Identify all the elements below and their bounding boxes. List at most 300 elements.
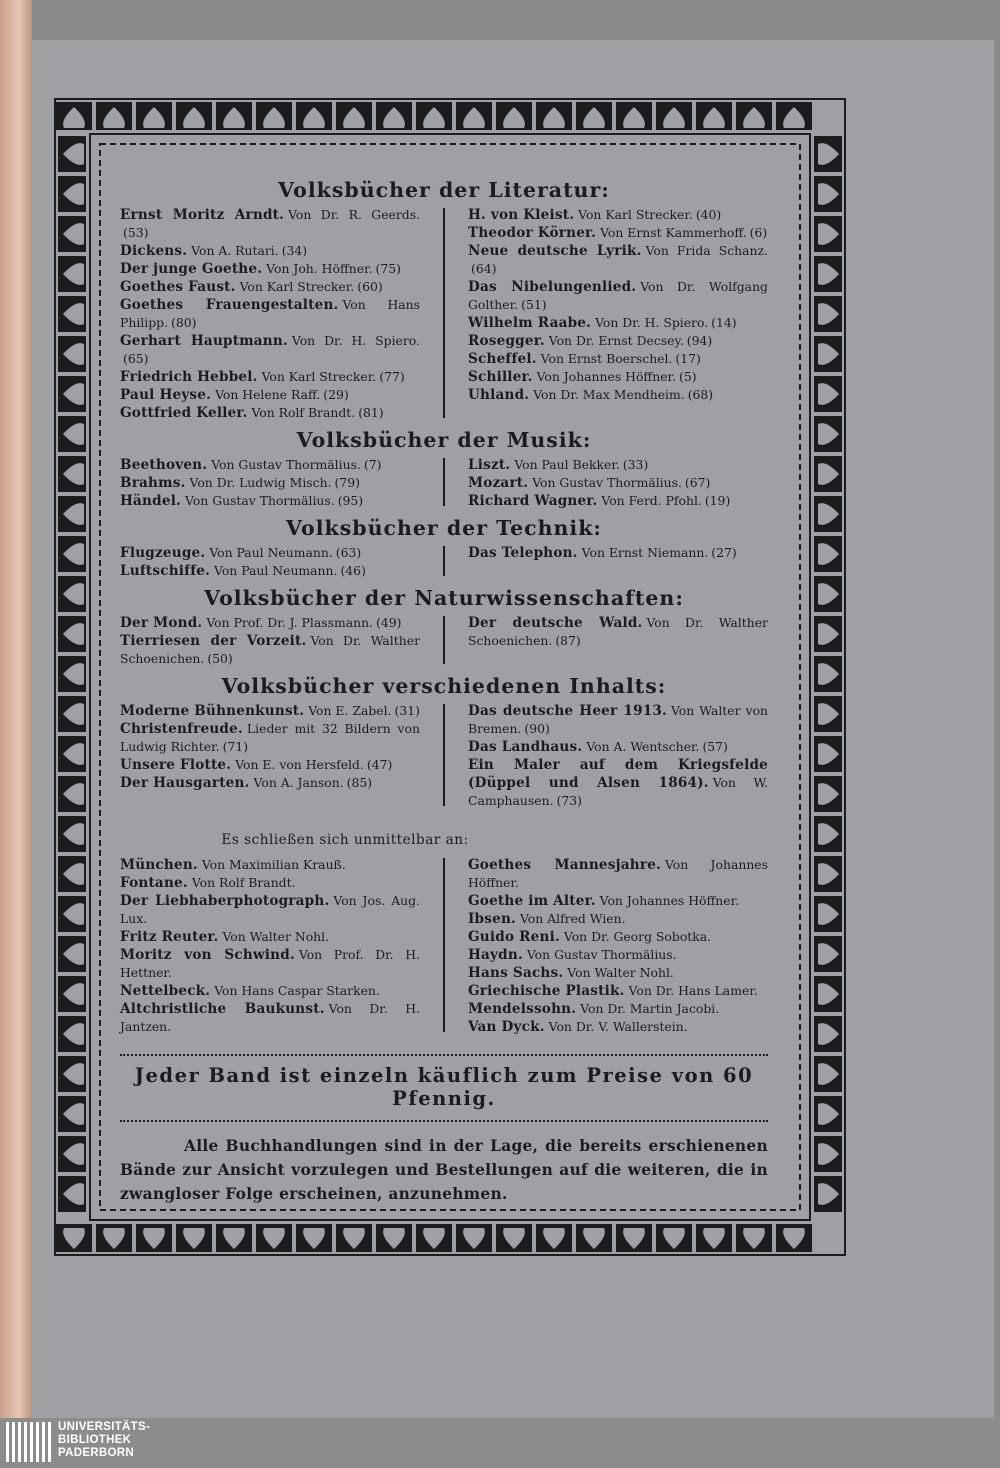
entry-title: Der Mond. [120, 615, 203, 631]
catalog-entry [120, 756, 420, 774]
border-motif [58, 336, 86, 372]
entry-author: Von Dr. R. Geerds. [288, 207, 421, 222]
entry-author: Von Dr. Wolfgang Golther. [468, 279, 768, 312]
catalog-entry [120, 296, 420, 332]
entry-number: (60) [357, 279, 383, 294]
entry-author: Von E. Zabel. [308, 703, 392, 718]
border-motif [814, 536, 842, 572]
border-motif [58, 1096, 86, 1132]
entry-number: (17) [675, 351, 701, 366]
border-motif [814, 1056, 842, 1092]
entry-title: Van Dyck. [468, 1019, 545, 1035]
catalog-entry [468, 314, 768, 332]
entry-title: Flugzeuge. [120, 545, 206, 561]
entry-title: Scheffel. [468, 351, 537, 367]
catalog-entry [120, 278, 420, 296]
entry-author: Von Hans Caspar Starken. [214, 983, 380, 998]
entry-number: (33) [622, 457, 649, 472]
entry-title: Goethe im Alter. [468, 893, 596, 909]
border-motif [814, 376, 842, 412]
entry-title: Nettelbeck. [120, 983, 211, 999]
catalog-entry [120, 206, 420, 242]
border-motif [58, 616, 86, 652]
catalog-entry [120, 544, 420, 562]
entry-author: Von Jos. Aug. Lux. [120, 893, 420, 926]
entry-author: Von Dr. H. Spiero. [595, 315, 709, 330]
entry-title: Fontane. [120, 875, 188, 891]
section-title: Volksbücher verschiedenen Inhalts: [221, 674, 667, 698]
catalog-content [120, 178, 768, 1206]
entry-author: Von Gustav Thormälius. [532, 475, 682, 490]
entry-number: (67) [684, 475, 711, 490]
library-logo-icon [4, 1420, 52, 1464]
entry-number: (34) [281, 243, 308, 258]
border-motif [176, 1224, 212, 1252]
entry-author: Von Frida Schanz. [645, 243, 768, 258]
column-divider [443, 208, 445, 418]
border-motif [336, 1224, 372, 1252]
border-motif [58, 976, 86, 1012]
border-motif [814, 1096, 842, 1132]
entry-author: Von Dr. V. Wallerstein. [548, 1019, 688, 1034]
entry-title: Goethes Frauengestalten. [120, 297, 339, 313]
border-motif [776, 1224, 812, 1252]
catalog-entry [468, 910, 768, 928]
catalog-entry [120, 632, 420, 668]
catalog-entry [468, 474, 768, 492]
section-title: Volksbücher der Technik: [286, 516, 602, 540]
entry-number: (80) [171, 315, 197, 330]
catalog-entry [120, 492, 420, 510]
entry-author: Von Paul Neumann. [209, 545, 333, 560]
catalog-entry [468, 702, 768, 738]
closing-heading: Es schließen sich unmittelbar an: [221, 832, 469, 848]
entry-number: (90) [524, 721, 550, 736]
column-divider [443, 704, 445, 806]
catalog-entry [468, 738, 768, 756]
entry-title: Paul Heyse. [120, 387, 212, 403]
entry-author: Von Dr. Hans Lamer. [628, 983, 758, 998]
two-column-list [120, 206, 768, 422]
catalog-entry [120, 892, 420, 928]
entry-title: Christenfreude. [120, 721, 243, 737]
border-motif [256, 1224, 292, 1252]
border-motif [58, 256, 86, 292]
border-motif [296, 102, 332, 130]
catalog-entry [468, 368, 768, 386]
entry-title: Das Landhaus. [468, 739, 583, 755]
border-motif [58, 1056, 86, 1092]
entry-author: Von Gustav Thormälius. [211, 457, 361, 472]
left-column [120, 456, 420, 510]
entry-number: (7) [363, 457, 382, 472]
border-motif [58, 656, 86, 692]
catalog-entry [468, 492, 768, 510]
entry-author: Von Karl Strecker. [578, 207, 693, 222]
price-notice: Jeder Band ist einzeln käuflich zum Preise von 60 Pfennig. [134, 1064, 754, 1110]
entry-number: (81) [358, 405, 384, 420]
entry-title: Fritz Reuter. [120, 929, 219, 945]
entry-author: Von Ernst Niemann. [581, 545, 709, 560]
entry-author: Von Hans Philipp. [120, 297, 420, 330]
entry-number: (46) [340, 563, 366, 578]
border-motif [656, 102, 692, 130]
border-motif [814, 176, 842, 212]
catalog-entry [120, 386, 420, 404]
border-motif [814, 1176, 842, 1212]
library-logo-text [58, 1421, 150, 1460]
border-motif [456, 102, 492, 130]
entry-number: (5) [679, 369, 697, 384]
entry-author: Von Dr. H. Spiero. [291, 333, 420, 348]
border-motif [58, 296, 86, 332]
entry-author: Von Joh. Höffner. [266, 261, 373, 276]
border-motif [58, 1136, 86, 1172]
entry-number: (95) [337, 493, 364, 508]
catalog-entry [120, 474, 420, 492]
border-motif [58, 176, 86, 212]
border-motif [136, 102, 172, 130]
entry-author: Von Ernst Boerschel. [540, 351, 673, 366]
catalog-entry [468, 964, 768, 982]
border-motif [58, 536, 86, 572]
catalog-entry [468, 1000, 768, 1018]
entry-author: Von Paul Neumann. [214, 563, 338, 578]
entry-number: (75) [375, 261, 401, 276]
entry-author: Von Maximilian Krauß. [201, 857, 346, 872]
catalog-entry [120, 368, 420, 386]
border-motif [656, 1224, 692, 1252]
two-column-list [120, 544, 768, 580]
entry-number: (79) [334, 475, 360, 490]
entry-author: Von Alfred Wien. [519, 911, 626, 926]
entry-title: Luftschiffe. [120, 563, 211, 579]
entry-title: Friedrich Hebbel. [120, 369, 258, 385]
border-motif [814, 936, 842, 972]
catalog-entry [120, 332, 420, 368]
section-title: Volksbücher der Musik: [296, 428, 592, 452]
entry-number: (31) [394, 703, 420, 718]
entry-author: Von W. Camphausen. [468, 775, 768, 808]
border-motif [814, 1016, 842, 1052]
catalog-entry [468, 278, 768, 314]
entry-author: Von Johannes Höffner. [468, 857, 768, 890]
entry-author: Von Prof. Dr. H. Hettner. [120, 947, 420, 980]
catalog-entry [120, 456, 420, 474]
entry-title: Ibsen. [468, 911, 516, 927]
border-motif [58, 456, 86, 492]
entry-author: Von Walter Nohl. [222, 929, 330, 944]
dotted-rule [120, 1054, 768, 1056]
catalog-entry [468, 946, 768, 964]
border-motif [256, 102, 292, 130]
entry-title: Händel. [120, 493, 181, 509]
border-motif [496, 1224, 532, 1252]
entry-title: Tierriesen der Vorzeit. [120, 633, 307, 649]
entry-author: Von Karl Strecker. [239, 279, 355, 294]
logo-line: BIBLIOTHEK [58, 1434, 132, 1446]
column-divider [443, 546, 445, 576]
entry-title: Uhland. [468, 387, 530, 403]
entry-title: Moritz von Schwind. [120, 947, 295, 963]
border-motif [814, 816, 842, 852]
catalog-entry [120, 856, 420, 874]
column-divider [443, 458, 445, 506]
entry-author: Von Ferd. Pfohl. [601, 493, 702, 508]
border-motif [736, 102, 772, 130]
border-motif [616, 102, 652, 130]
border-motif [58, 496, 86, 532]
column-divider [443, 858, 445, 1032]
entry-number: (14) [711, 315, 737, 330]
entry-author: Von Dr. Martin Jacobi. [580, 1001, 720, 1016]
border-motif [814, 656, 842, 692]
entry-title: Gottfried Keller. [120, 405, 248, 421]
logo-line: PADERBORN [58, 1447, 134, 1459]
entry-title: Gerhart Hauptmann. [120, 333, 288, 349]
entry-author: Von Johannes Höffner. [536, 369, 677, 384]
entry-title: Das Nibelungenlied. [468, 279, 637, 295]
entry-number: (51) [521, 297, 547, 312]
entry-title: Guido Reni. [468, 929, 560, 945]
border-motif [776, 102, 812, 130]
entry-title: Haydn. [468, 947, 523, 963]
entry-author: Von Dr. Georg Sobotka. [563, 929, 712, 944]
entry-author: Von Dr. Ernst Decsey. [548, 333, 684, 348]
border-motif [58, 736, 86, 772]
border-motif [416, 1224, 452, 1252]
border-motif [814, 896, 842, 932]
entry-author: Von Johannes Höffner. [599, 893, 740, 908]
entry-author: Von Dr. Ludwig Misch. [189, 475, 332, 490]
border-motif [376, 102, 412, 130]
entry-author: Von Rolf Brandt. [191, 875, 296, 890]
entry-title: Das deutsche Heer 1913. [468, 703, 667, 719]
entry-number: (87) [555, 633, 581, 648]
bookshop-notice: Alle Buchhandlungen sind in der Lage, die bereits erschienenen Bände zur Ansicht vorzulegen und Bestellungen auf die weiteren, die in zwangloser Folge erscheinen, anzunehmen. [120, 1137, 768, 1203]
entry-title: Mendelssohn. [468, 1001, 577, 1017]
left-column [120, 614, 420, 668]
entry-title: Moderne Bühnenkunst. [120, 703, 305, 719]
border-motif [58, 216, 86, 252]
catalog-entry [468, 206, 768, 224]
left-column [120, 702, 420, 810]
border-motif [814, 576, 842, 612]
entry-number: (40) [695, 207, 722, 222]
catalog-entry [468, 614, 768, 650]
entry-author: Lieder mit 32 Bildern von Ludwig Richter. [120, 721, 420, 754]
border-motif [616, 1224, 652, 1252]
entry-author: Von Dr. Walther Schoenichen. [468, 615, 768, 648]
catalog-entry [120, 1000, 420, 1036]
border-motif [536, 1224, 572, 1252]
entry-title: Theodor Körner. [468, 225, 597, 241]
left-column [120, 544, 420, 580]
border-motif [814, 736, 842, 772]
entry-number: (64) [471, 261, 497, 276]
catalog-entry [468, 456, 768, 474]
entry-title: Altchristliche Baukunst. [120, 1001, 325, 1017]
catalog-entry [468, 856, 768, 892]
border-motif [814, 256, 842, 292]
border-motif [736, 1224, 772, 1252]
entry-number: (71) [222, 739, 249, 754]
border-motif [58, 896, 86, 932]
border-motif [576, 102, 612, 130]
catalog-entry [468, 224, 768, 242]
border-motif [696, 102, 732, 130]
entry-title: Ein Maler auf dem Kriegsfelde (Düppel und Alsen 1864). [468, 757, 768, 791]
entry-author: Von Walter von Bremen. [468, 703, 769, 736]
entry-title: Das Telephon. [468, 545, 578, 561]
border-motif [296, 1224, 332, 1252]
border-motif [814, 1136, 842, 1172]
catalog-entry [120, 928, 420, 946]
entry-number: (73) [556, 793, 582, 808]
entry-author: Von Gustav Thormälius. [526, 947, 677, 962]
border-motif [176, 102, 212, 130]
entry-author: Von Helene Raff. [215, 387, 321, 402]
entry-title: Beethoven. [120, 457, 208, 473]
border-motif [814, 856, 842, 892]
border-motif [58, 776, 86, 812]
catalog-entry [468, 332, 768, 350]
catalog-entry [120, 946, 420, 982]
entry-number: (94) [686, 333, 713, 348]
catalog-entry [120, 404, 420, 422]
border-motif [336, 102, 372, 130]
two-column-list [120, 856, 768, 1036]
entry-author: Von A. Rutari. [191, 243, 279, 258]
book-spine [0, 0, 32, 1418]
right-column [468, 544, 768, 580]
border-motif [58, 1016, 86, 1052]
catalog-entry [120, 702, 420, 720]
border-motif [56, 1224, 92, 1252]
border-motif [96, 102, 132, 130]
entry-number: (47) [366, 757, 393, 772]
catalog-entry [468, 242, 768, 278]
border-motif [376, 1224, 412, 1252]
catalog-entry [120, 614, 420, 632]
section-title: Volksbücher der Naturwissenschaften: [204, 586, 684, 610]
border-motif [456, 1224, 492, 1252]
catalog-entry [468, 982, 768, 1000]
border-motif [814, 616, 842, 652]
border-motif [216, 102, 252, 130]
entry-title: Brahms. [120, 475, 186, 491]
entry-title: Richard Wagner. [468, 493, 598, 509]
entry-title: Der Hausgarten. [120, 775, 250, 791]
entry-author: Von A. Wentscher. [586, 739, 700, 754]
entry-author: Von Prof. Dr. J. Plassmann. [206, 615, 373, 630]
two-column-list [120, 702, 768, 810]
entry-author: Von Dr. H. Jantzen. [120, 1001, 420, 1034]
border-motif [136, 1224, 172, 1252]
entry-number: (50) [207, 651, 233, 666]
entry-title: Dickens. [120, 243, 188, 259]
entry-title: Der deutsche Wald. [468, 615, 643, 631]
entry-number: (29) [323, 387, 349, 402]
catalog-entry [120, 774, 420, 792]
border-motif [416, 102, 452, 130]
entry-title: Unsere Flotte. [120, 757, 232, 773]
entry-title: Neue deutsche Lyrik. [468, 243, 642, 259]
entry-number: (6) [749, 225, 768, 240]
two-column-list [120, 456, 768, 510]
right-column [468, 206, 768, 422]
entry-title: Rosegger. [468, 333, 545, 349]
right-column [468, 702, 768, 810]
catalog-entry [120, 562, 420, 580]
border-motif [58, 376, 86, 412]
border-motif [58, 576, 86, 612]
border-motif [576, 1224, 612, 1252]
entry-title: Griechische Plastik. [468, 983, 625, 999]
entry-title: Wilhelm Raabe. [468, 315, 592, 331]
entry-title: Goethes Faust. [120, 279, 236, 295]
right-column [468, 614, 768, 668]
catalog-entry [468, 544, 768, 562]
border-motif [496, 102, 532, 130]
catalog-entry [468, 350, 768, 368]
catalog-entry [468, 928, 768, 946]
border-motif [216, 1224, 252, 1252]
border-motif [814, 296, 842, 332]
border-motif [96, 1224, 132, 1252]
catalog-entry [120, 260, 420, 278]
column-divider [443, 616, 445, 664]
border-motif [536, 102, 572, 130]
catalog-entry [120, 982, 420, 1000]
logo-line: UNIVERSITÄTS- [58, 1421, 151, 1433]
border-motif [814, 776, 842, 812]
entry-title: Schiller. [468, 369, 533, 385]
entry-number: (63) [335, 545, 362, 560]
entry-number: (53) [123, 225, 149, 240]
catalog-entry [120, 242, 420, 260]
left-column [120, 206, 420, 422]
entry-number: (68) [687, 387, 714, 402]
entry-number: (19) [704, 493, 731, 508]
border-motif [814, 696, 842, 732]
border-motif [58, 696, 86, 732]
border-motif [814, 976, 842, 1012]
entry-author: Von A. Janson. [253, 775, 344, 790]
border-motif [814, 416, 842, 452]
border-motif [814, 336, 842, 372]
catalog-entry [468, 1018, 768, 1036]
entry-author: Von E. von Hersfeld. [235, 757, 364, 772]
entry-title: Mozart. [468, 475, 529, 491]
two-column-list [120, 614, 768, 668]
entry-number: (57) [702, 739, 728, 754]
entry-author: Von Gustav Thormälius. [185, 493, 335, 508]
border-motif [814, 136, 842, 172]
right-column [468, 456, 768, 510]
entry-author: Von Rolf Brandt. [251, 405, 356, 420]
dotted-rule [120, 1120, 768, 1122]
entry-title: München. [120, 857, 198, 873]
entry-number: (85) [346, 775, 373, 790]
border-motif [58, 136, 86, 172]
entry-title: H. von Kleist. [468, 207, 575, 223]
entry-author: Von Paul Bekker. [514, 457, 620, 472]
entry-author: Von Dr. Walther Schoenichen. [120, 633, 420, 666]
entry-number: (65) [123, 351, 149, 366]
entry-author: Von Walter Nohl. [567, 965, 674, 980]
catalog-entry [120, 874, 420, 892]
